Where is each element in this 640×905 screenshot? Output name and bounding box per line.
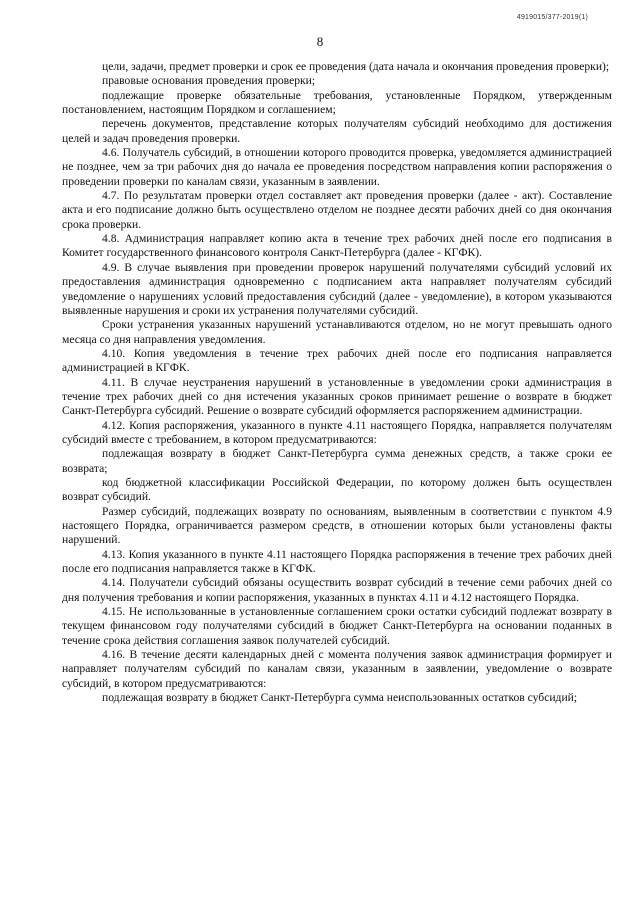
paragraph: 4.13. Копия указанного в пункте 4.11 настоящего Порядка распоряжения в течение трех рабочих дней после его подписания направляется также в КГФК. [62, 547, 612, 576]
paragraph: 4.10. Копия уведомления в течение трех рабочих дней после его подписания направляется администрацией в КГФК. [62, 346, 612, 375]
paragraph: 4.9. В случае выявления при проведении проверок нарушений получателями субсидий условий их предоставления администрация одновременно с подписанием акта направляет получателям субсидий уведомление о нарушениях условий предоставления субсидий (далее - уведомление), в котором указываются выявленные нарушения и сроки их устранения получателями субсидий. [62, 260, 612, 317]
paragraph: перечень документов, представление которых получателям субсидий необходимо для достижения целей и задач проведения проверки. [62, 117, 612, 145]
paragraph: подлежащие проверке обязательные требования, установленные Порядком, утвержденным постановлением, настоящим Порядком и соглашением; [62, 88, 612, 117]
page-number: 8 [316, 34, 324, 49]
paragraph: 4.6. Получатель субсидий, в отношении которого проводится проверка, уведомляется администрацией не позднее, чем за три рабочих дня до начала ее проведения посредством направления копии распоряжения о проведении проверки по каналам связи, указанным в заявлении. [62, 146, 612, 188]
paragraph: 4.7. По результатам проверки отдел составляет акт проведения проверки (далее - акт). Составление акта и его подписание должно быть осуществлено отделом не позднее десяти рабочих дней со дня окончания срока проверки. [62, 189, 612, 231]
paragraph: 4.16. В течение десяти календарных дней с момента получения заявок администрация формирует и направляет получателям субсидий по каналам связи, указанным в заявлении, уведомление о возврате субсидий, в котором предусматриваются: [62, 648, 612, 690]
paragraph: подлежащая возврату в бюджет Санкт-Петербурга сумма неиспользованных остатков субсидий; [102, 691, 578, 705]
paragraph: Сроки устранения указанных нарушений устанавливаются отделом, но не могут превышать одного месяца со дня направления уведомления. [62, 318, 612, 346]
paragraph: 4.12. Копия распоряжения, указанного в пункте 4.11 настоящего Порядка, направляется получателям субсидий вместе с требованием, в котором предусматриваются: [62, 418, 612, 446]
paragraph: Размер субсидий, подлежащих возврату по основаниям, выявленным в соответствии с пунктом 4.9 настоящего Порядка, ограничивается размером средств, в отношении которых были установлены факты нарушений. [62, 504, 612, 547]
document-body [62, 60, 612, 705]
paragraph: подлежащая возврату в бюджет Санкт-Петербурга сумма денежных средств, а также сроки ее возврата; [62, 447, 612, 475]
paragraph: цели, задачи, предмет проверки и срок ее проведения (дата начала и окончания проведения проверки); [102, 60, 610, 73]
paragraph: 4.8. Администрация направляет копию акта в течение трех рабочих дней после его подписания в Комитет государственного финансового контроля Санкт-Петербурга (далее - КГФК). [62, 232, 612, 260]
paragraph: 4.15. Не использованные в установленные соглашением сроки остатки субсидий подлежат возврату в текущем финансовом году получателями субсидий в бюджет Санкт-Петербурга на основании поданных в течение срока действия соглашения заявок получателей субсидий. [62, 605, 612, 647]
paragraph: код бюджетной классификации Российской Федерации, по которому должен быть осуществлен возврат субсидий. [62, 475, 612, 504]
document-id: 4919015/377-2019(1) [516, 14, 588, 21]
paragraph: правовые основания проведения проверки; [102, 74, 316, 88]
paragraph: 4.14. Получатели субсидий обязаны осуществить возврат субсидий в течение семи рабочих дней со дня получения требования и копии распоряжения, указанных в пунктах 4.11 и 4.12 настоящего Порядка. [62, 576, 612, 604]
paragraph: 4.11. В случае неустранения нарушений в установленные в уведомлении сроки администрация в течение трех рабочих дней со дня истечения указанных сроков принимает решение о возврате в бюджет Санкт-Петербурга субсидий. Решение о возврате субсидий оформляется распоряжением администрации. [62, 375, 612, 418]
